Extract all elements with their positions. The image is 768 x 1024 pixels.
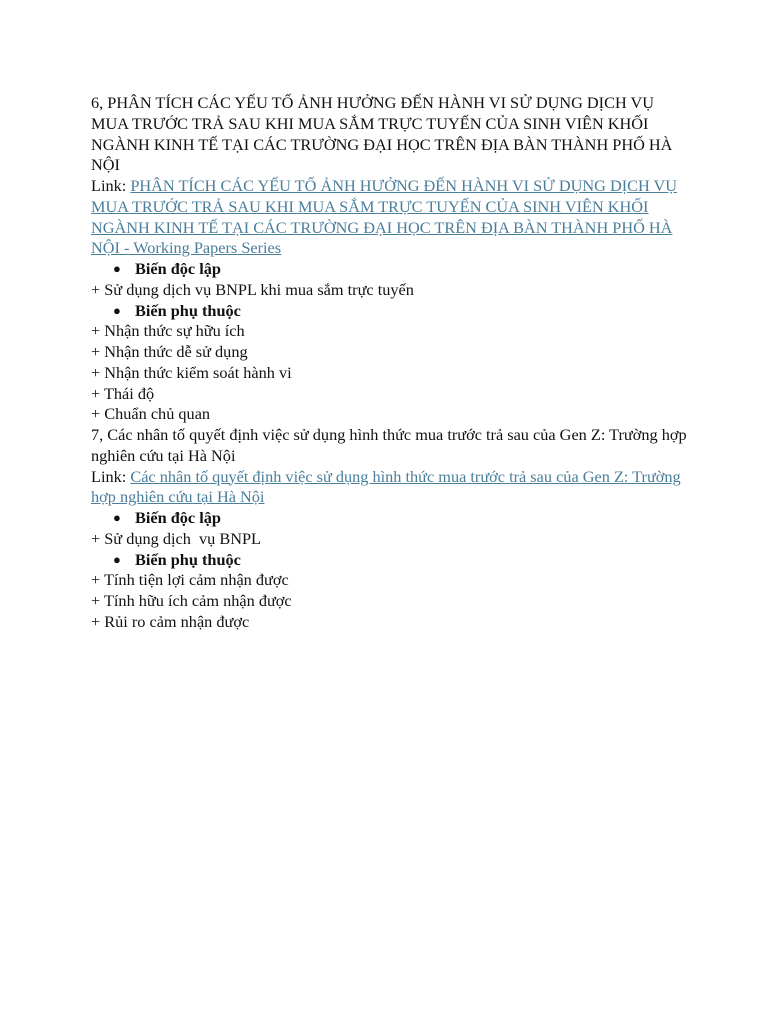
list-item: + Thái độ (91, 383, 155, 403)
section-heading: 7, Các nhân tố quyết định việc sử dụng hình thức mua trước trả sau của Gen Z: Trường hợp nghiên cứu tại Hà Nội (91, 425, 687, 465)
bullet-label: Biến phụ thuộc (135, 300, 241, 320)
source-link[interactable]: PHÂN TÍCH CÁC YẾU TỐ ẢNH HƯỞNG ĐẾN HÀNH VI SỬ DỤNG DỊCH VỤ MUA TRƯỚC TRẢ SAU KHI MUA SẮM TRỰC TUYẾN CỦA SINH VIÊN KHỐI NGÀNH KINH TẾ TẠI CÁC TRƯỜNG ĐẠI HỌC TRÊN ĐỊA BÀN THÀNH PHỐ HÀ NỘI - Working Papers Series (91, 176, 678, 258)
document-page (91, 93, 691, 633)
bullet-icon: ● (113, 302, 121, 318)
link-line (91, 176, 691, 259)
list-item: + Sử dụng dịch vụ BNPL (91, 528, 261, 548)
list-item: + Tính tiện lợi cảm nhận được (91, 570, 289, 590)
section-heading: 6, PHÂN TÍCH CÁC YẾU TỐ ẢNH HƯỞNG ĐẾN HÀNH VI SỬ DỤNG DỊCH VỤ MUA TRƯỚC TRẢ SAU KHI MUA SẮM TRỰC TUYẾN CỦA SINH VIÊN KHỐI NGÀNH KINH TẾ TẠI CÁC TRƯỜNG ĐẠI HỌC TRÊN ĐỊA BÀN THÀNH PHỐ HÀ NỘI (91, 93, 673, 175)
link-prefix: Link: (91, 466, 131, 486)
bullet-icon: ● (113, 510, 121, 525)
bullet-dependent (91, 550, 691, 571)
link-prefix: Link: (91, 176, 131, 195)
bullet-independent (91, 259, 691, 280)
bullet-label: Biến độc lập (135, 259, 221, 278)
source-link[interactable]: Các nhân tố quyết định việc sử dụng hình thức mua trước trả sau của Gen Z: Trường hợp nghiên cứu tại Hà Nội (91, 466, 681, 507)
bullet-label: Biến phụ thuộc (135, 549, 241, 569)
list-item: + Sử dụng dịch vụ BNPL khi mua sắm trực tuyến (91, 279, 414, 299)
bullet-icon: ● (113, 551, 121, 567)
list-item: + Tính hữu ích cảm nhận được (91, 591, 292, 610)
bullet-independent (91, 508, 691, 529)
list-item: + Nhận thức dễ sử dụng (91, 342, 248, 361)
list-item: + Rủi ro cảm nhận được (91, 611, 250, 631)
section-6 (91, 93, 691, 425)
section-7 (91, 425, 691, 633)
bullet-label: Biến độc lập (135, 508, 221, 527)
list-item: + Chuẩn chủ quan (91, 404, 211, 424)
list-item: + Nhận thức kiểm soát hành vi (91, 362, 292, 382)
bullet-dependent (91, 301, 691, 322)
list-item: + Nhận thức sự hữu ích (91, 321, 245, 341)
link-line (91, 467, 691, 509)
bullet-icon: ● (113, 261, 121, 276)
